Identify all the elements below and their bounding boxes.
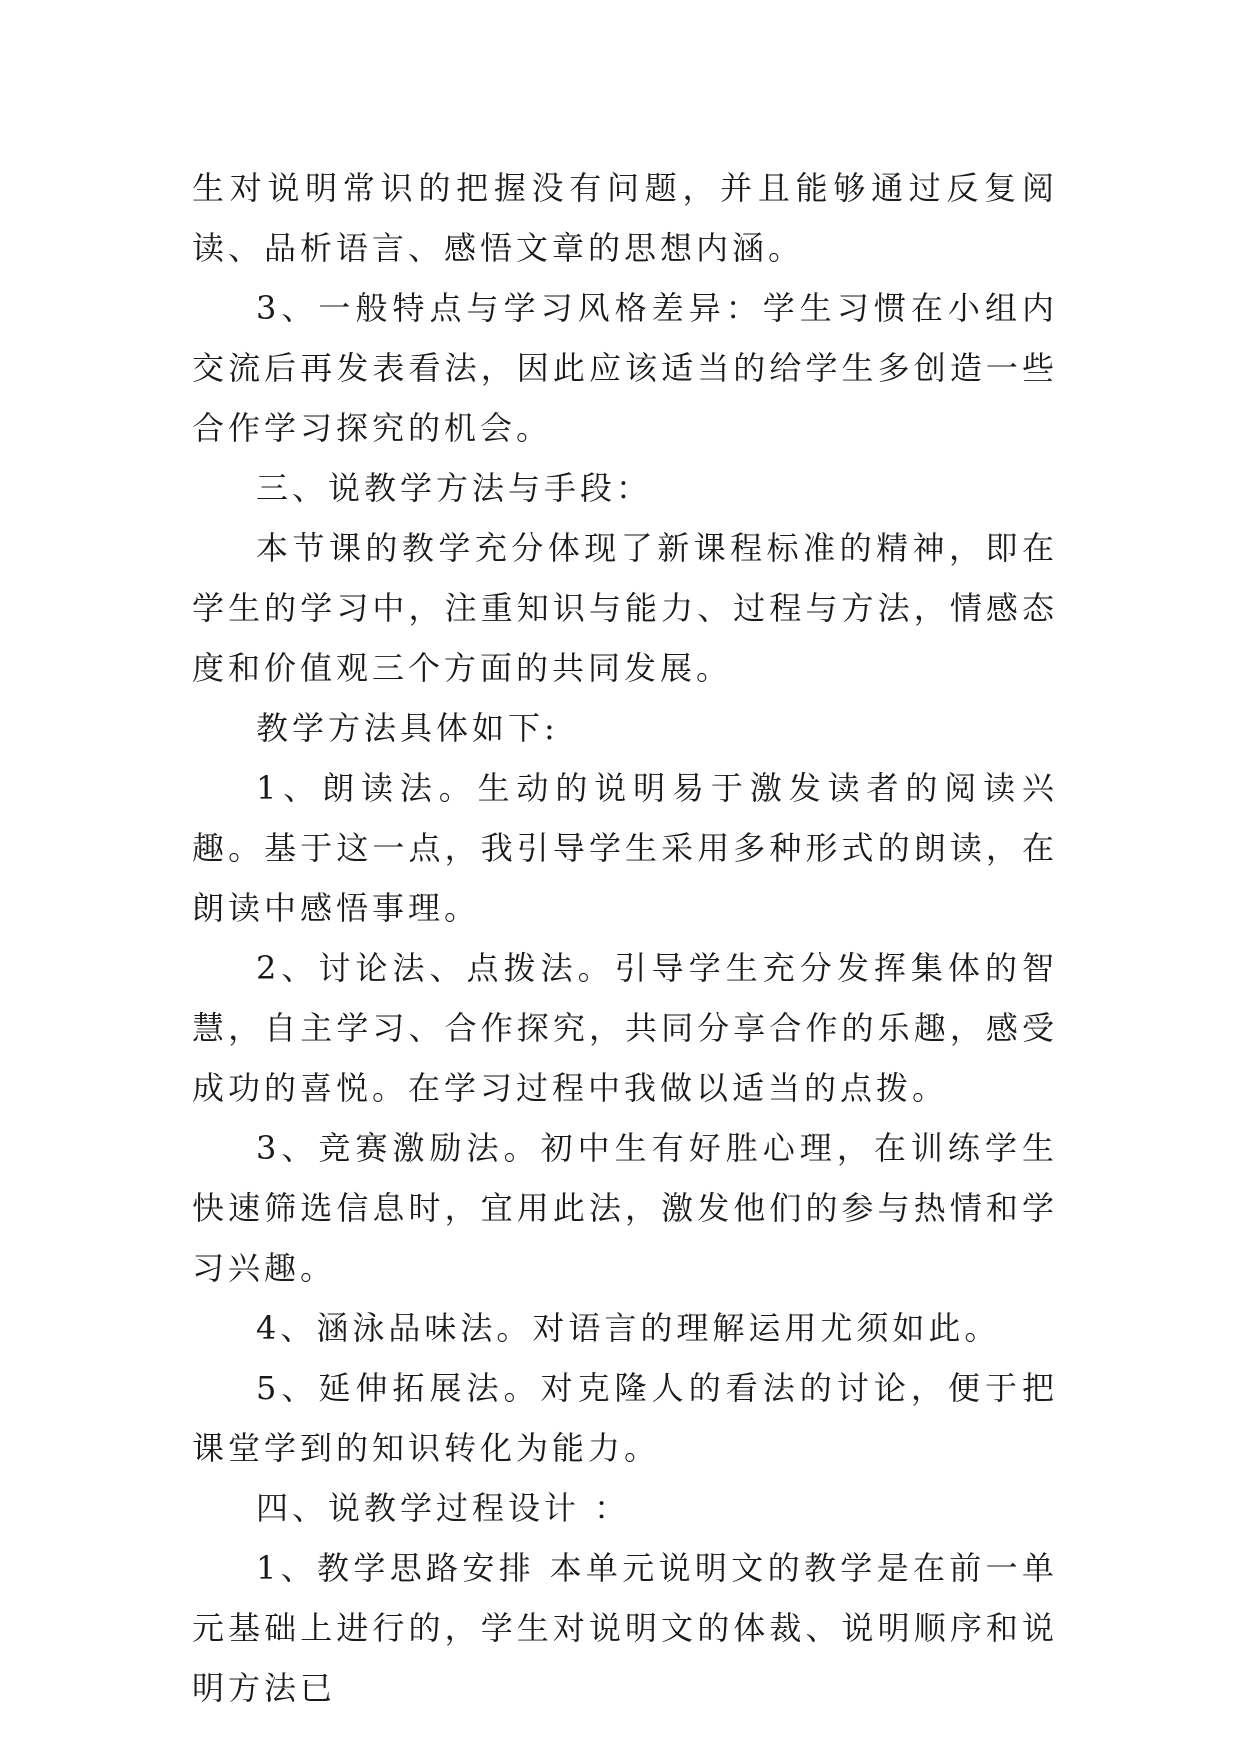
paragraph: 3、一般特点与学习风格差异：学生习惯在小组内交流后再发表看法，因此应该适当的给学生多创造一些合作学习探究的机会。 — [192, 289, 1058, 447]
paragraph: 教学方法具体如下: — [256, 709, 559, 747]
paragraph: 生对说明常识的把握没有问题，并且能够通过反复阅读、品析语言、感悟文章的思想内涵。 — [192, 169, 1058, 267]
list-item: 2、讨论法、点拨法。引导学生充分发挥集体的智慧，自主学习、合作探究，共同分享合作的乐趣，感受成功的喜悦。在学习过程中我做以适当的点拨。 — [192, 949, 1058, 1107]
section-heading: 四、说教学过程设计 ： — [256, 1489, 631, 1527]
list-item: 4、涵泳品味法。对语言的理解运用尤须如此。 — [256, 1309, 1001, 1347]
list-item: 5、延伸拓展法。对克隆人的看法的讨论，便于把课堂学到的知识转化为能力。 — [192, 1369, 1058, 1467]
section-heading: 三、说教学方法与手段： — [256, 469, 653, 507]
list-item: 1、教学思路安排 本单元说明文的教学是在前一单元基础上进行的，学生对说明文的体裁、说明顺序和说明方法已 — [192, 1549, 1058, 1707]
document-body — [192, 158, 1058, 1718]
list-item: 1、朗读法。生动的说明易于激发读者的阅读兴趣。基于这一点，我引导学生采用多种形式的朗读，在朗读中感悟事理。 — [192, 769, 1058, 927]
list-item: 3、竞赛激励法。初中生有好胜心理，在训练学生快速筛选信息时，宜用此法，激发他们的参与热情和学习兴趣。 — [192, 1129, 1058, 1287]
paragraph: 本节课的教学充分体现了新课程标准的精神，即在学生的学习中，注重知识与能力、过程与方法，情感态度和价值观三个方面的共同发展。 — [192, 529, 1058, 687]
